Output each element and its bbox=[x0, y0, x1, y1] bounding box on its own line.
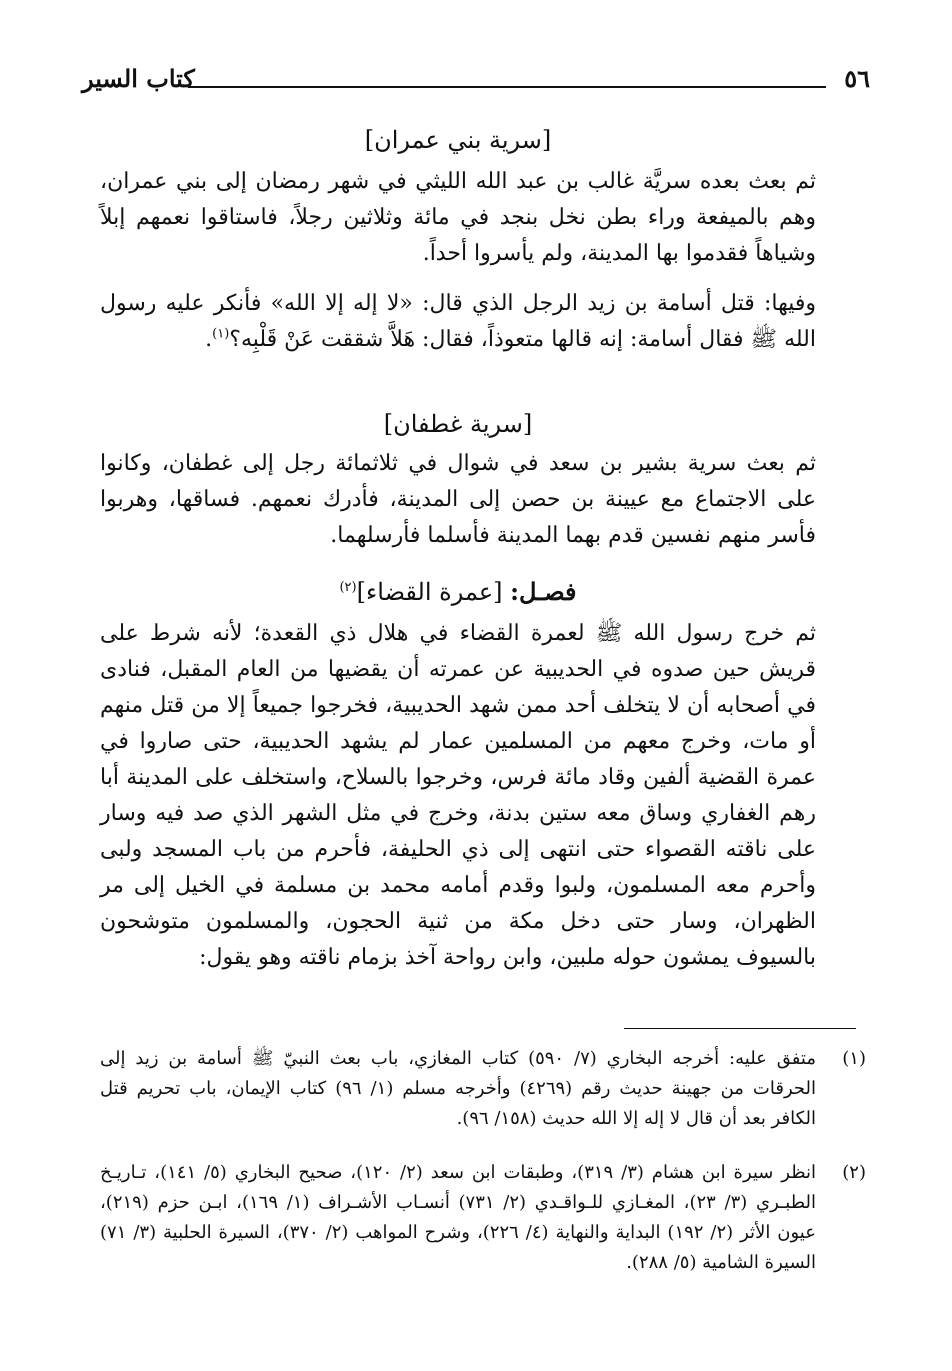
paragraph-usama-end: . bbox=[205, 327, 213, 352]
footnote-1-text: متفق عليه: أخرجه البخاري (٧/ ٥٩٠) كتاب المغازي، باب بعث النبيّ ﷺ أسامة بن زيد إلى الحرقات من جهينة حديث رقم (٤٢٦٩) وأخرجه مسلم (١/ ٩٦) كتاب الإيمان، باب تحريم قتل الكافر بعد أن قال لا إله إلا الله حديث (١٥٨/ ٩٦). bbox=[100, 1048, 816, 1129]
footnote-separator bbox=[624, 1028, 856, 1029]
fasl-label: فصـل: bbox=[510, 577, 577, 606]
footnote-2-number: (٢) bbox=[842, 1162, 866, 1183]
footnote-1 bbox=[100, 1044, 866, 1134]
paragraph-usama-text: وفيها: قتل أسامة بن زيد الرجل الذي قال: «لا إله إلا الله» فأنكر عليه رسول الله ﷺ فقال أسامة: إنه قالها متعوذاً، فقال: هَلاَّ شققت عَنْ قَلْبِه؟ bbox=[100, 291, 816, 352]
section-title-umrat-al-qada bbox=[100, 576, 816, 608]
paragraph-umrat-al-qada: ثم خرج رسول الله ﷺ لعمرة القضاء في هلال ذي القعدة؛ لأنه شرط على قريش حين صدوه في الحديبية عن عمرته أن يقضيها من العام المقبل، فنادى في أصحابه أن لا يتخلف أحد ممن شهد الحديبية، فخرجوا جميعاً إلا من قتل منهم أو مات، وخرج معهم من المسلمين عمار لم يشهد الحديبية، حتى صاروا في عمرة القضية ألفين وقاد مائة فرس، وخرجوا بالسلاح، واستخلف على المدينة أبا رهم الغفاري وساق معه ستين بدنة، وخرج في مثل الشهر الذي صد فيه وسار على ناقته القصواء حتى انتهى إلى ذي الحليفة، فأحرم من باب المسجد ولبى وأحرم معه المسلمون، ولبوا وقدم أمامه محمد بن مسلمة في الخيل إلى مر الظهران، وسار حتى دخل مكة من ثنية الحجون، والمسلمون متوشحون بالسيوف يمشون حوله ملبين، وابن رواحة آخذ بزمام ناقته وهو يقول: bbox=[100, 621, 816, 970]
footnote-2-text: انظر سيرة ابن هشام (٣/ ٣١٩)، وطبقات ابن سعد (٢/ ١٢٠)، صحيح البخاري (٥/ ١٤١)، تـاريـخ الطبـري (٣/ ٢٣)، المغـازي للـواقـدي (٢/ ٧٣١) أنسـاب الأشـراف (١/ ١٦٩)، ابـن حزم (٢١٩)، عيون الأثر (٢/ ١٩٢) البداية والنهاية (٤/ ٢٢٦)، وشرح المواهب (٢/ ٣٧٠)، السيرة الحلبية (٣/ ٧١) السيرة الشامية (٥/ ٢٨٨). bbox=[100, 1162, 817, 1273]
paragraph-bani-imran: ثم بعث بعده سريَّة غالب بن عبد الله الليثي في شهر رمضان إلى بني عمران، وهم بالميفعة وراء بطن نخل بنجد في مائة وثلاثين رجلاً، فاستاقوا نعمهم إبلاً وشياهاً فقدموا بها المدينة، ولم يأسروا أحداً. bbox=[100, 169, 816, 266]
page-number: ٥٦ bbox=[844, 64, 870, 93]
footnote-2 bbox=[100, 1158, 866, 1278]
umrat-al-qada-title: [عمرة القضاء] bbox=[356, 578, 503, 606]
footnote-ref-1: (١) bbox=[212, 326, 230, 342]
section-title-ghatafan: [سرية غطفان] bbox=[383, 410, 533, 438]
section-title-bani-imran: [سرية بني عمران] bbox=[364, 126, 552, 154]
running-header bbox=[82, 58, 870, 98]
book-title: كتاب السير bbox=[82, 64, 195, 93]
footnote-ref-2: (٢) bbox=[339, 580, 357, 595]
header-rule bbox=[188, 86, 826, 88]
footnote-1-number: (١) bbox=[842, 1048, 866, 1069]
paragraph-ghatafan: ثم بعث سرية بشير بن سعد في شوال في ثلاثمائة رجل إلى غطفان، وكانوا على الاجتماع مع عيينة بن حصن إلى المدينة، فأدرك نعمهم. فساقها، وهربوا فأسر منهم نفسين قدم بهما المدينة فأسلما فأرسلهما. bbox=[100, 451, 816, 548]
paragraph-usama bbox=[100, 286, 816, 358]
